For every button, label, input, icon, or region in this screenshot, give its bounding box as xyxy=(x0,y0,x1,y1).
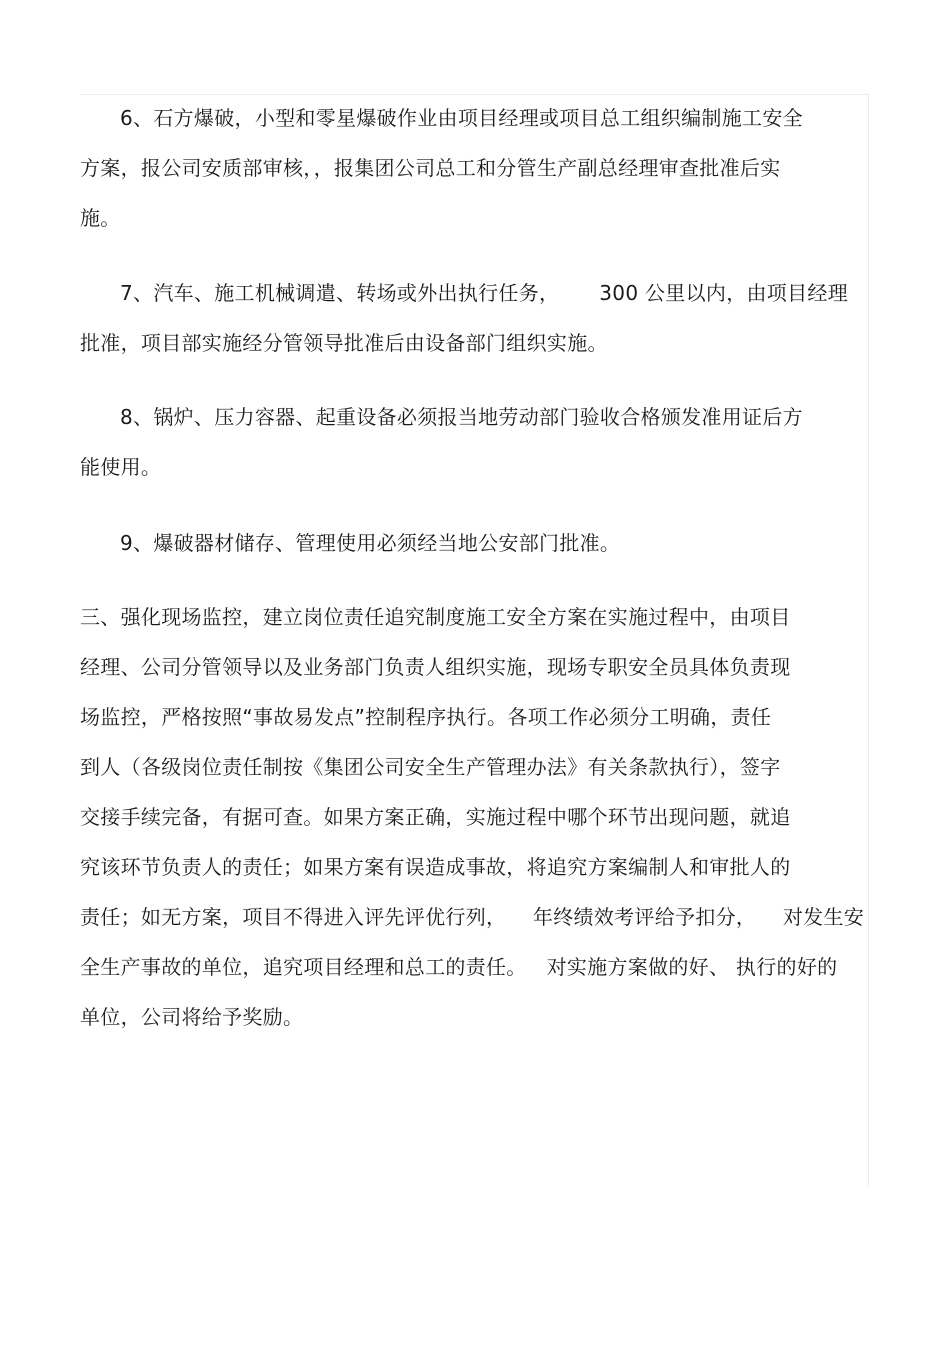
section-3-line-7: 责任；如无方案，项目不得进入评先评优行列， 年终绩效考评给予扣分， 对发生安 xyxy=(80,905,865,929)
section-3-line-9: 单位，公司将给予奖励。 xyxy=(80,1005,304,1029)
paragraph-6-line-1: 6、石方爆破，小型和零星爆破作业由项目经理或项目总工组织编制施工安全 xyxy=(120,106,803,130)
paragraph-9-line-1: 9、爆破器材储存、管理使用必须经当地公安部门批准。 xyxy=(120,531,621,555)
paragraph-8-line-2: 能使用。 xyxy=(80,455,162,479)
paragraph-6-line-3: 施。 xyxy=(80,206,121,230)
section-3-line-4: 到人（各级岗位责任制按《集团公司安全生产管理办法》有关条款执行），签字 xyxy=(80,755,781,779)
paragraph-8-line-1: 8、锅炉、压力容器、起重设备必须报当地劳动部门验收合格颁发准用证后方 xyxy=(120,405,803,429)
paragraph-7-line-1: 7、汽车、施工机械调遣、转场或外出执行任务， 300 公里以内，由项目经理 xyxy=(120,281,848,305)
section-3-line-2: 经理、公司分管领导以及业务部门负责人组织实施，现场专职安全员具体负责现 xyxy=(80,655,791,679)
paragraph-7-line-2: 批准，项目部实施经分管领导批准后由设备部门组织实施。 xyxy=(80,331,608,355)
section-3-line-8: 全生产事故的单位，追究项目经理和总工的责任。 对实施方案做的好、 执行的好的 xyxy=(80,955,838,979)
section-3-line-5: 交接手续完备，有据可查。如果方案正确，实施过程中哪个环节出现问题，就追 xyxy=(80,805,791,829)
section-3-line-3: 场监控，严格按照“事故易发点”控制程序执行。各项工作必须分工明确，责任 xyxy=(80,705,772,729)
section-3-line-6: 究该环节负责人的责任；如果方案有误造成事故，将追究方案编制人和审批人的 xyxy=(80,855,791,879)
paragraph-6-line-2: 方案，报公司安质部审核，，报集团公司总工和分管生产副总经理审查批准后实 xyxy=(80,156,781,180)
section-3-line-1: 三、强化现场监控，建立岗位责任追究制度施工安全方案在实施过程中，由项目 xyxy=(80,605,791,629)
